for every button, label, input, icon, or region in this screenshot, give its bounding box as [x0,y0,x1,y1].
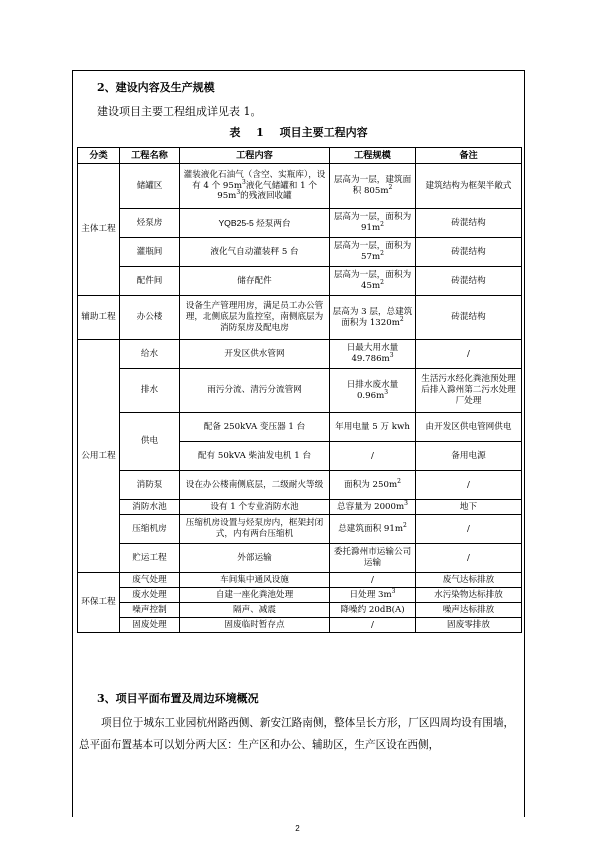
cell-scale: / [330,618,416,633]
table-row [78,515,522,544]
cell-note: 地下 [416,500,522,515]
cell-name: 废气处理 [120,573,180,588]
group-public: 公用工程 [78,340,120,573]
cell-note: 水污染物达标排放 [416,588,522,603]
cell-name: 烃泵房 [120,209,180,238]
cell-note: 建筑结构为框架半敞式 [416,164,522,209]
cell-note: 砖混结构 [416,267,522,296]
cell-scale: 日处理 $3m^3$ [330,588,416,603]
cell-scale: 日最大用水量 $49.786m^3$ [330,340,416,369]
col-header: 工程规模 [330,148,416,164]
cell-scale: 层高为一层，面积为 $91m^2$ [330,209,416,238]
cell-name: 配件间 [120,267,180,296]
table-row [78,471,522,500]
cell-name: 外部运输 [180,544,330,573]
cell-content: 液化气自动灌装秤 5 台 [180,238,330,267]
cell-note: 废气达标排放 [416,573,522,588]
cell-content: 设有 1 个专业消防水池 [180,500,330,515]
cell-name: 供电 [120,413,180,471]
cell-name: 消防水池 [120,500,180,515]
cell-scale: 日排水废水量 $0.96m^3$ [330,369,416,413]
cell-name: 噪声控制 [120,603,180,618]
section2-intro: 建设项目主要工程组成详见表 1。 [97,105,262,118]
cell-note: / [416,340,522,369]
cell-content: 配有 50kVA 柴油发电机 1 台 [180,442,330,471]
cell-content: YQB25-5 烃泵两台 [180,209,330,238]
cell-scale: / [416,544,522,573]
page-number: 2 [295,824,300,833]
cell-content: 雨污分流、清污分流管网 [180,369,330,413]
table-row [78,618,522,633]
cell-note: 生活污水经化粪池预处理后排入滁州第二污水处理厂处理 [416,369,522,413]
cell-scale: 面积为 $250m^2$ [330,471,416,500]
cell-scale: 总建筑面积 $91m^2$ [330,515,416,544]
col-header: 分类 [78,148,120,164]
col-header: 工程名称 [120,148,180,164]
cell-content: 车间集中通风设施 [180,573,330,588]
table-row [78,267,522,296]
cell-note: 噪声达标排放 [416,603,522,618]
cell-content: 固废临时暂存点 [180,618,330,633]
cell-scale: / [330,573,416,588]
cell-name: 固废处理 [120,618,180,633]
table-header-row [78,148,522,164]
section2-heading: 2、建设内容及生产规模 [97,81,215,94]
cell-name: 压缩机房 [120,515,180,544]
cell-content: 隔声、减震 [180,603,330,618]
cell-note: 由开发区供电管网供电 [416,413,522,442]
cell-note: 固废零排放 [416,618,522,633]
content-frame [72,70,525,817]
group-env: 环保工程 [78,573,120,633]
cell-note: 砖混结构 [416,209,522,238]
cell-name: 办公楼 [120,296,180,340]
engineering-table [77,147,522,633]
cell-scale: 层高为一层，面积为 $45m^2$ [330,267,416,296]
cell-scale: 年用电量 5 万 kwh [330,413,416,442]
cell-scale: 层高为 3 层，总建筑面积为 $1320m^2$ [330,296,416,340]
cell-note: 砖混结构 [416,238,522,267]
cell-name: 给水 [120,340,180,369]
table-row [78,413,522,442]
cell-content: 设在办公楼南侧底层，二级耐火等级 [180,471,330,500]
table-caption: 表 1 项目主要工程内容 [229,126,368,139]
cell-name: 消防泵 [120,471,180,500]
table-row [78,500,522,515]
cell-scale: 层高为一层，面积为 $57m^2$ [330,238,416,267]
group-main: 主体工程 [78,164,120,296]
cell-name: 排水 [120,369,180,413]
cell-note: / [416,471,522,500]
table-row [78,544,522,573]
cell-scale: 总容量为 $2000m^3$ [330,500,416,515]
table-row [78,296,522,340]
cell-name: 储罐区 [120,164,180,209]
cell-scale: / [330,442,416,471]
section3-heading: 3、项目平面布置及周边环境概况 [97,692,259,705]
cell-content: 设备生产管理用房，满足员工办公管理，北侧底层为监控室，南侧底层为消防泵房及配电房 [180,296,330,340]
table-row [78,238,522,267]
cell-note: 备用电源 [416,442,522,471]
cell-content: 压缩机房设置与烃泵房内，框架封闭式，内有两台压缩机 [180,515,330,544]
cell-content: 开发区供水管网 [180,340,330,369]
cell-name: 灌瓶间 [120,238,180,267]
table-row [78,369,522,413]
cell-scale: 层高为一层，建筑面积 $805m^2$ [330,164,416,209]
col-header: 备注 [416,148,522,164]
table-row [78,164,522,209]
cell-content: 自建一座化粪池处理 [180,588,330,603]
group-aux: 辅助工程 [78,296,120,340]
cell-content: 配备 250kVA 变压器 1 台 [180,413,330,442]
section3-body: 项目位于城东工业园杭州路西侧、新安江路南侧，整体呈长方形，厂区四周均设有围墙，总平面布置基本可以划分两大区：生产区和办公、辅助区，生产区设在西侧， [79,717,515,751]
cell-note: 砖混结构 [416,296,522,340]
cell-content: 灌装液化石油气（含空、实瓶库），设有 4 个 $95m^3$液化气储罐和 1 个 $95m^3$的残液回收罐 [180,164,330,209]
table-row [78,209,522,238]
group-storage: 贮运工程 [120,544,180,573]
cell-scale: 降噪约 20dB(A) [330,603,416,618]
cell-content: 储存配件 [180,267,330,296]
cell-note: / [416,515,522,544]
table-row [78,573,522,588]
table-row [78,340,522,369]
table-row [78,588,522,603]
cell-name: 废水处理 [120,588,180,603]
col-header: 工程内容 [180,148,330,164]
cell-content: 委托滁州市运输公司运输 [330,544,416,573]
table-row [78,603,522,618]
